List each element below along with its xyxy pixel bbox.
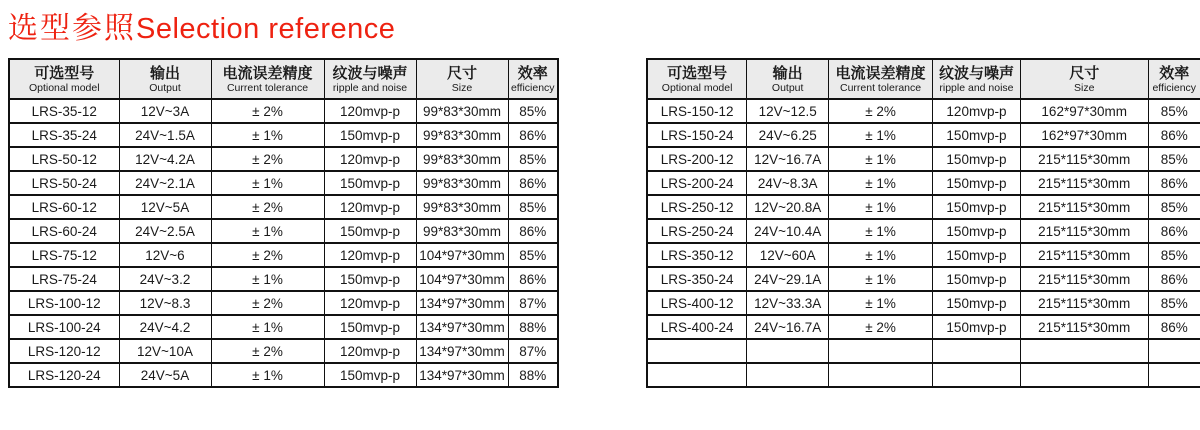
header-cell [1148,59,1200,99]
table-cell: LRS-250-24 [647,219,747,243]
table-cell: ± 1% [211,315,324,339]
table-row [647,267,1200,291]
header-label-zh: 可选型号 [667,64,728,82]
table-cell: 24V~4.2 [119,315,211,339]
table-row [647,363,1200,387]
table-cell: 24V~2.1A [119,171,211,195]
table-cell: 150mvp-p [933,147,1021,171]
table-cell: 120mvp-p [324,243,416,267]
table-cell [1148,339,1200,363]
selection-table-left [8,58,559,388]
table-row [647,339,1200,363]
table-cell: LRS-120-12 [9,339,119,363]
table-row [9,171,558,195]
table-cell: 85% [1148,147,1200,171]
table-cell: 134*97*30mm [416,315,508,339]
table-cell: LRS-35-12 [9,99,119,123]
header-label-en: ripple and noise [939,81,1014,94]
header-label-en: Current tolerance [226,81,309,94]
table-row [9,219,558,243]
table-cell: 99*83*30mm [416,99,508,123]
table-cell: 150mvp-p [933,315,1021,339]
table-row [647,195,1200,219]
header-label-en: Size [451,81,473,94]
table-cell: 104*97*30mm [416,267,508,291]
table-row [9,123,558,147]
table-cell: ± 1% [829,291,933,315]
header-label-zh: 输出 [149,64,180,82]
table-cell: ± 1% [829,123,933,147]
table-cell: 120mvp-p [933,99,1021,123]
table-cell: 86% [508,219,558,243]
table-cell: 215*115*30mm [1020,243,1148,267]
table-row [647,147,1200,171]
table-cell: ± 1% [829,219,933,243]
table-cell: 134*97*30mm [416,291,508,315]
table-row [647,171,1200,195]
table-cell: LRS-75-24 [9,267,119,291]
header-label-zh: 尺寸 [1069,64,1100,82]
header-label-zh: 纹波与噪声 [938,64,1014,82]
table-cell: ± 1% [829,171,933,195]
table-cell: 12V~16.7A [747,147,829,171]
table-cell: 86% [1148,123,1200,147]
table-cell: 86% [508,171,558,195]
table-row [9,339,558,363]
header-label-zh: 效率 [517,64,548,82]
table-cell: 150mvp-p [933,195,1021,219]
table-cell: ± 2% [829,315,933,339]
table-cell [647,339,747,363]
header-label-en: Optional model [661,81,733,94]
table-cell: 24V~2.5A [119,219,211,243]
table-cell: 12V~8.3 [119,291,211,315]
table-cell: 99*83*30mm [416,147,508,171]
table-cell: 88% [508,363,558,387]
table-cell [1020,339,1148,363]
header-cell [829,59,933,99]
table-cell: 150mvp-p [324,123,416,147]
table-row [9,243,558,267]
table-cell: 85% [1148,291,1200,315]
table-cell: 85% [1148,243,1200,267]
header-label-zh: 电流误差精度 [835,64,926,82]
table-cell: LRS-60-12 [9,195,119,219]
header-cell [324,59,416,99]
table-cell: LRS-50-12 [9,147,119,171]
table-cell: 162*97*30mm [1020,123,1148,147]
table-cell: LRS-150-24 [647,123,747,147]
table-row [9,363,558,387]
table-cell [933,339,1021,363]
header-cell [1020,59,1148,99]
table-cell: 150mvp-p [324,171,416,195]
table-cell: 87% [508,339,558,363]
table-cell: LRS-400-24 [647,315,747,339]
table-cell: ± 1% [829,195,933,219]
table-cell: LRS-75-12 [9,243,119,267]
table-row [647,291,1200,315]
table-cell: ± 2% [211,147,324,171]
table-cell: 120mvp-p [324,147,416,171]
table-cell: 150mvp-p [933,267,1021,291]
header-cell [416,59,508,99]
table-cell: 215*115*30mm [1020,195,1148,219]
table-cell: 150mvp-p [933,291,1021,315]
header-label-zh: 可选型号 [34,64,95,82]
table-cell [747,339,829,363]
table-cell: 150mvp-p [933,171,1021,195]
header-label-en: Size [1073,81,1095,94]
table-row [9,147,558,171]
header-cell [9,59,119,99]
header-cell [747,59,829,99]
table-cell: 12V~5A [119,195,211,219]
table-cell: 86% [508,267,558,291]
header-label-en: efficiency [510,81,555,94]
table-row [9,315,558,339]
table-cell: 215*115*30mm [1020,219,1148,243]
table-cell: 85% [508,243,558,267]
table-cell: 150mvp-p [324,363,416,387]
table-cell: 12V~6 [119,243,211,267]
table-cell: LRS-35-24 [9,123,119,147]
table-row [647,123,1200,147]
table-cell: 162*97*30mm [1020,99,1148,123]
table-cell: ± 1% [211,363,324,387]
table-row [9,195,558,219]
table-cell: LRS-120-24 [9,363,119,387]
table-cell: LRS-150-12 [647,99,747,123]
table-cell: 215*115*30mm [1020,315,1148,339]
table-cell: 215*115*30mm [1020,147,1148,171]
table-cell [1148,363,1200,387]
table-cell: 24V~3.2 [119,267,211,291]
table-cell: ± 1% [829,243,933,267]
table-cell: 150mvp-p [933,243,1021,267]
table-row [9,99,558,123]
header-cell [211,59,324,99]
table-cell: 134*97*30mm [416,363,508,387]
table-cell [933,363,1021,387]
table-cell: LRS-350-12 [647,243,747,267]
table-cell: 86% [1148,315,1200,339]
table-row [647,315,1200,339]
table-cell: 24V~29.1A [747,267,829,291]
table-cell: 86% [508,123,558,147]
header-cell [508,59,558,99]
header-label-en: ripple and noise [332,81,408,94]
table-cell: 85% [508,99,558,123]
table-cell: 85% [1148,99,1200,123]
header-row [9,59,558,99]
table-cell: 24V~10.4A [747,219,829,243]
table-cell: ± 2% [211,291,324,315]
table-cell: LRS-100-12 [9,291,119,315]
header-label-en: efficiency [1152,81,1197,94]
table-cell: 85% [508,195,558,219]
table-cell: 120mvp-p [324,195,416,219]
table-cell: LRS-60-24 [9,219,119,243]
table-cell: ± 2% [211,195,324,219]
table-cell: 134*97*30mm [416,339,508,363]
table-row [647,219,1200,243]
table-cell: 86% [1148,171,1200,195]
page-title [8,8,395,48]
table-cell: ± 1% [211,123,324,147]
table-cell: ± 1% [211,267,324,291]
table-cell: ± 2% [211,243,324,267]
table-cell: 87% [508,291,558,315]
header-row [647,59,1200,99]
table-cell: 104*97*30mm [416,243,508,267]
table-cell: 150mvp-p [933,219,1021,243]
table-cell [647,363,747,387]
table-cell: 85% [508,147,558,171]
header-cell [933,59,1021,99]
table-cell: 12V~10A [119,339,211,363]
table-cell: ± 1% [211,171,324,195]
table-cell: 85% [1148,195,1200,219]
header-label-en: Current tolerance [839,81,922,94]
table-cell: 150mvp-p [324,267,416,291]
table-cell: LRS-100-24 [9,315,119,339]
table-cell: ± 1% [211,219,324,243]
table-cell: 99*83*30mm [416,171,508,195]
table-cell: 24V~1.5A [119,123,211,147]
table-row [647,99,1200,123]
table-cell: 12V~3A [119,99,211,123]
table-cell: LRS-200-12 [647,147,747,171]
header-label-en: Output [149,81,181,94]
header-label-zh: 纹波与噪声 [332,64,408,82]
table-cell: 24V~5A [119,363,211,387]
table-cell: 12V~4.2A [119,147,211,171]
table-cell: 150mvp-p [324,219,416,243]
table-cell [747,363,829,387]
table-cell: 12V~60A [747,243,829,267]
table-cell: 86% [1148,219,1200,243]
table-row [647,243,1200,267]
table-cell [829,339,933,363]
table-cell: LRS-400-12 [647,291,747,315]
header-label-zh: 尺寸 [446,64,477,82]
table-cell: 120mvp-p [324,99,416,123]
header-label-zh: 输出 [772,64,803,82]
table-row [9,291,558,315]
header-label-zh: 效率 [1159,64,1190,82]
table-cell: ± 1% [829,267,933,291]
table-cell: LRS-50-24 [9,171,119,195]
table-cell: 215*115*30mm [1020,267,1148,291]
table-cell: 215*115*30mm [1020,291,1148,315]
header-label-zh: 电流误差精度 [222,64,313,82]
header-cell [647,59,747,99]
table-cell: 12V~12.5 [747,99,829,123]
table-cell: 12V~33.3A [747,291,829,315]
table-cell: LRS-200-24 [647,171,747,195]
table-cell: 150mvp-p [324,315,416,339]
selection-table-right [646,58,1200,388]
table-cell: LRS-350-24 [647,267,747,291]
table-cell: 99*83*30mm [416,195,508,219]
header-cell [119,59,211,99]
table-cell: 12V~20.8A [747,195,829,219]
table-cell [1020,363,1148,387]
header-label-en: Optional model [28,81,100,94]
table-cell: ± 1% [829,147,933,171]
table-cell: 99*83*30mm [416,123,508,147]
table-cell: 99*83*30mm [416,219,508,243]
table-cell: 24V~6.25 [747,123,829,147]
table-cell: ± 2% [211,339,324,363]
table-cell: 24V~16.7A [747,315,829,339]
page-title-en: Selection reference [136,13,396,45]
table-row [9,267,558,291]
page-title-zh: 选型参照 [8,12,136,45]
table-cell: 88% [508,315,558,339]
table-cell: ± 2% [829,99,933,123]
table-cell: 150mvp-p [933,123,1021,147]
table-cell: LRS-250-12 [647,195,747,219]
table-cell: 120mvp-p [324,291,416,315]
table-cell: 24V~8.3A [747,171,829,195]
table-cell: 86% [1148,267,1200,291]
table-cell: 120mvp-p [324,339,416,363]
table-cell: 215*115*30mm [1020,171,1148,195]
table-cell: ± 2% [211,99,324,123]
header-label-en: Output [771,81,804,94]
table-cell [829,363,933,387]
